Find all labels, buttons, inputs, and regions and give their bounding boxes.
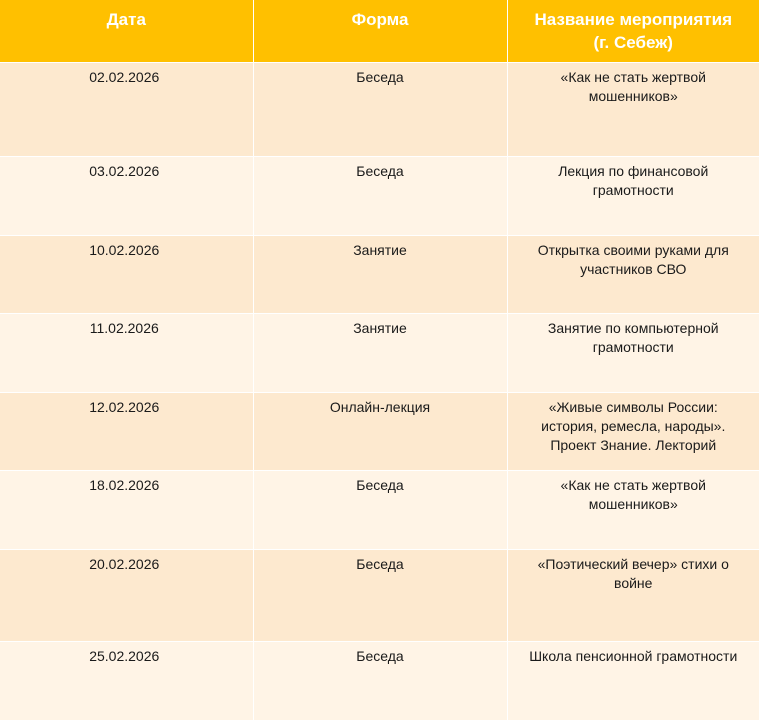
header-date-label: Дата [106, 10, 146, 29]
row-event-name-line: Занятие по компьютерной [547, 319, 719, 336]
row-event-name-line: «Поэтический вечер» стихи о [537, 555, 729, 572]
row-event-name [507, 313, 759, 392]
table-row [0, 235, 759, 313]
header-row [0, 0, 759, 62]
row-event-name-line: Лекция по финансовой [558, 162, 709, 179]
row-event-name [507, 470, 759, 549]
row-date: 10.02.2026 [0, 235, 253, 313]
row-event-name-line: участников СВО [580, 260, 687, 277]
row-form: Беседа [253, 156, 507, 235]
row-event-name-line: Проект Знание. Лекторий [550, 436, 717, 453]
row-form: Занятие [253, 235, 507, 313]
table-row [0, 62, 759, 156]
table-header [0, 0, 759, 62]
row-event-name-line: мошенников» [588, 495, 678, 512]
row-event-name-line: «Как не стать жертвой [560, 68, 706, 85]
table-row [0, 313, 759, 392]
row-event-name-line: «Как не стать жертвой [560, 476, 706, 493]
row-form: Беседа [253, 641, 507, 720]
row-date: 18.02.2026 [0, 470, 253, 549]
row-event-name-line: грамотности [592, 181, 674, 198]
row-event-name [507, 641, 759, 720]
row-event-name [507, 235, 759, 313]
row-event-name [507, 62, 759, 156]
table-row [0, 549, 759, 641]
row-event-name-line: войне [614, 574, 653, 591]
header-event-name [507, 0, 759, 62]
row-event-name [507, 156, 759, 235]
row-event-name-line: «Живые символы России: [548, 398, 718, 415]
row-event-name-line: мошенников» [588, 87, 678, 104]
row-form: Онлайн-лекция [253, 392, 507, 470]
row-form: Беседа [253, 549, 507, 641]
row-date: 11.02.2026 [0, 313, 253, 392]
row-form: Беседа [253, 470, 507, 549]
row-date: 25.02.2026 [0, 641, 253, 720]
header-form-label: Форма [351, 10, 409, 29]
row-date: 02.02.2026 [0, 62, 253, 156]
row-form: Занятие [253, 313, 507, 392]
header-event-name-line2: (г. Себеж) [593, 33, 673, 52]
row-event-name-line: грамотности [592, 338, 674, 355]
row-event-name-line: Школа пенсионной грамотности [529, 647, 738, 664]
header-form [253, 0, 507, 62]
row-date: 20.02.2026 [0, 549, 253, 641]
row-event-name-line: Открытка своими руками для [537, 241, 729, 258]
table-row [0, 156, 759, 235]
row-form: Беседа [253, 62, 507, 156]
row-event-name [507, 549, 759, 641]
table-row [0, 641, 759, 720]
header-event-name-line1: Название мероприятия [534, 10, 732, 29]
row-date: 03.02.2026 [0, 156, 253, 235]
table-body [0, 62, 759, 720]
row-event-name [507, 392, 759, 470]
header-date [0, 0, 253, 62]
row-event-name-line: история, ремесла, народы». [541, 417, 726, 434]
table-row [0, 470, 759, 549]
table-row [0, 392, 759, 470]
row-date: 12.02.2026 [0, 392, 253, 470]
